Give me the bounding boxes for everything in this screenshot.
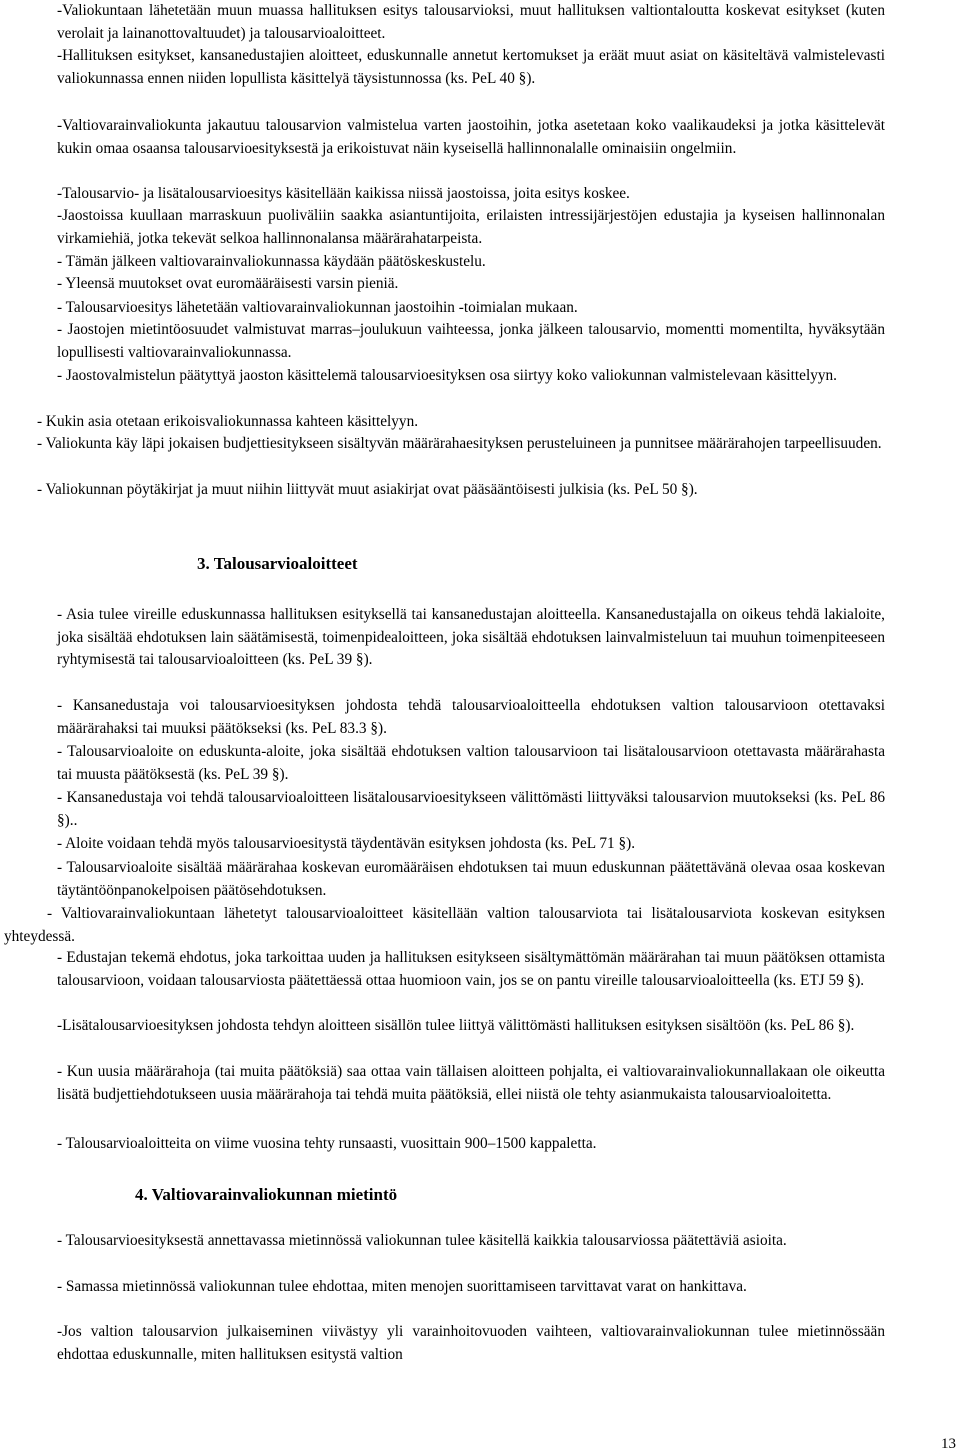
page-number: 13 [941, 1436, 956, 1452]
paragraph-motion-definition: - Talousarvioaloite on eduskunta-aloite, joka sisältää ehdotuksen valtion talousarvioon tai lisätalousarvioon otettavasta määrärahasta tai muusta päätöksestä (ks. PeL 39 §). [57, 743, 885, 783]
paragraph-initiation: - Asia tulee vireille eduskunnassa hallituksen esityksellä tai kansanedustajan aloitteella. Kansanedustajalla on oikeus tehdä lakialoite, joka sisältää ehdotuksen lain säätämisestä, toimenpidealoitteen, joka sisältää ehdotuksen lainvalmisteluun tai muuhun toimenpiteeseen ryhtymisestä tai talousarvioaloitteen (ks. PeL 39 §). [57, 606, 885, 668]
paragraph-appropriations-review: - Valiokunta käy läpi jokaisen budjettiesitykseen sisältyvän määrärahaesityksen perusteluineen ja punnitsee määrärahojen tarpeellisuuden. [37, 435, 882, 452]
paragraph-new-appropriation: - Edustajan tekemä ehdotus, joka tarkoittaa uuden ja hallituksen esitykseen sisältymättömän määrärahan tai muun päätöksen ottamista talousarvioon, voidaan talousarviosta päätettäessä ottaa huomioon vain, jos se on pantu vireille talousarvioaloitteella (ks. ETJ 59 §). [57, 949, 885, 989]
paragraph-supplementary-content: -Lisätalousarvioesityksen johdosta tehdyn aloitteen sisällön tulee liittyä välittömästi hallituksen esityksen sisältöön (ks. PeL 86 §). [57, 1017, 855, 1034]
paragraph-minutes-public: - Valiokunnan pöytäkirjat ja muut niihin liittyvät muut asiakirjat ovat pääsääntöisesti julkisia (ks. PeL 50 §). [37, 481, 698, 498]
paragraph-report-sections: - Jaostojen mietintöosuudet valmistuvat marras–joulukuun vaihteessa, jonka jälkeen talousarvio, momentti momentilta, hyväksytään lopullisesti valtiovarainvaliokunnassa. [57, 321, 885, 361]
paragraph-committee-referrals: -Valiokuntaan lähetetään muun muassa hallituksen esitys talousarvioksi, muut hallituksen valtiontaloutta koskevat esitykset (kuten verolait ja lainanottovaltuudet) ja talousarvioaloitteet. [57, 2, 885, 42]
paragraph-two-readings: - Kukin asia otetaan erikoisvaliokunnassa kahteen käsittelyyn. [37, 413, 419, 430]
section-heading-committee-report: 4. Valtiovarainvaliokunnan mietintö [135, 1185, 398, 1204]
paragraph-decision-discussion: - Tämän jälkeen valtiovarainvaliokunnassa käydään päätöskeskustelu. [57, 253, 486, 270]
paragraph-funding: - Samassa mietinnössä valiokunnan tulee ehdottaa, miten menojen suorittamiseen tarvittavat varat on hankittava. [57, 1278, 747, 1295]
paragraph-supplementary-motion: - Kansanedustaja voi tehdä talousarvioaloitteen lisätalousarvioesitykseen välittömästi liittyväksi talousarvion muutokseksi (ks. PeL 86 §).. [57, 789, 885, 829]
paragraph-handled-with-budget: - Valtiovarainvaliokuntaan lähetetyt talousarvioaloitteet käsitellään valtion talousarviota tai lisätalousarviota koskevan esityksen yhteydessä. [4, 905, 885, 945]
paragraph-complementary-proposal: - Aloite voidaan tehdä myös talousarvioesitystä täydentävän esityksen johdosta (ks. PeL 71 §). [57, 835, 636, 852]
paragraph-experts-heard: -Jaostoissa kuullaan marraskuun puoliväliin saakka asiantuntijoita, erilaisten intressijärjestöjen edustajia ja kyseisen hallinnonalan virkamiehiä, jotka tekevät selkoa hallinnonalansa määrärahatarpeista. [57, 207, 885, 247]
paragraph-report-scope: - Talousarvioesityksestä annettavassa mietinnössä valiokunnan tulee käsitellä kaikkia talousarviossa päätettäviä asioita. [57, 1232, 787, 1249]
paragraph-committee-no-right: - Kun uusia määrärahoja (tai muita päätöksiä) saa ottaa vain tällaisen aloitteen pohjalta, ei valtiovarainvaliokunnallakaan ole oikeutta lisätä budjettiehdotukseen uusia määrärahoja tai tehdä muita päätöksiä, ellei niistä ole tehty asianmukaista talousarvioaloitetta. [57, 1063, 885, 1103]
paragraph-small-changes: - Yleensä muutokset ovat euromääräisesti varsin pieniä. [57, 275, 399, 292]
paragraph-delayed-publication: -Jos valtion talousarvion julkaiseminen viivästyy yli varainhoitovuoden vaihteen, valtiovarainvaliokunnan tulee mietinnössään ehdottaa eduskunnalle, miten hallituksen esitystä valtion [57, 1323, 885, 1363]
paragraph-mp-budget-motion: - Kansanedustaja voi talousarvioesityksen johdosta tehdä talousarvioaloitteella ehdotuksen valtion talousarvioon otettavaksi määrärahaksi tai muuksi päätökseksi (ks. PeL 83.3 §). [57, 697, 885, 737]
paragraph-sent-to-subcommittees: - Talousarvioesitys lähetetään valtiovarainvaliokunnan jaostoihin -toimialan mukaan. [57, 299, 578, 316]
paragraph-motion-counts: - Talousarvioaloitteita on viime vuosina tehty runsaasti, vuosittain 900–1500 kappaletta. [57, 1135, 597, 1152]
paragraph-motion-content: - Talousarvioaloite sisältää määrärahaa koskevan euromääräisen ehdotuksen tai muun eduskunnan päätettävänä olevaa osaa koskevan täytäntöönpanokelpoisen päätösehdotuksen. [57, 859, 885, 899]
paragraph-supplementary-budget: -Talousarvio- ja lisätalousarvioesitys käsitellään kaikissa niissä jaostoissa, joita esitys koskee. [57, 185, 630, 202]
paragraph-preparatory-handling: -Hallituksen esitykset, kansanedustajien aloitteet, eduskunnalle annetut kertomukset ja eräät muut asiat on käsiteltävä valmistelevasti valiokunnassa ennen niiden lopullista käsittelyä täysistunnossa (ks. PeL 40 §). [57, 47, 885, 87]
paragraph-subcommittees: -Valtiovarainvaliokunta jakautuu talousarvion valmistelua varten jaostoihin, jotka asetetaan koko vaalikaudeksi ja jotka käsittelevät kukin omaa osaansa talousarvioesityksestä ja erikoistuvat näin kyseisellä hallinnonalalle ominaisiin ongelmiin. [57, 117, 885, 157]
paragraph-after-subcommittee: - Jaostovalmistelun päätyttyä jaoston käsittelemä talousarvioesityksen osa siirtyy koko valiokunnan valmistelevaan käsittelyyn. [57, 367, 837, 384]
section-heading-budget-motions: 3. Talousarvioaloitteet [197, 554, 358, 573]
